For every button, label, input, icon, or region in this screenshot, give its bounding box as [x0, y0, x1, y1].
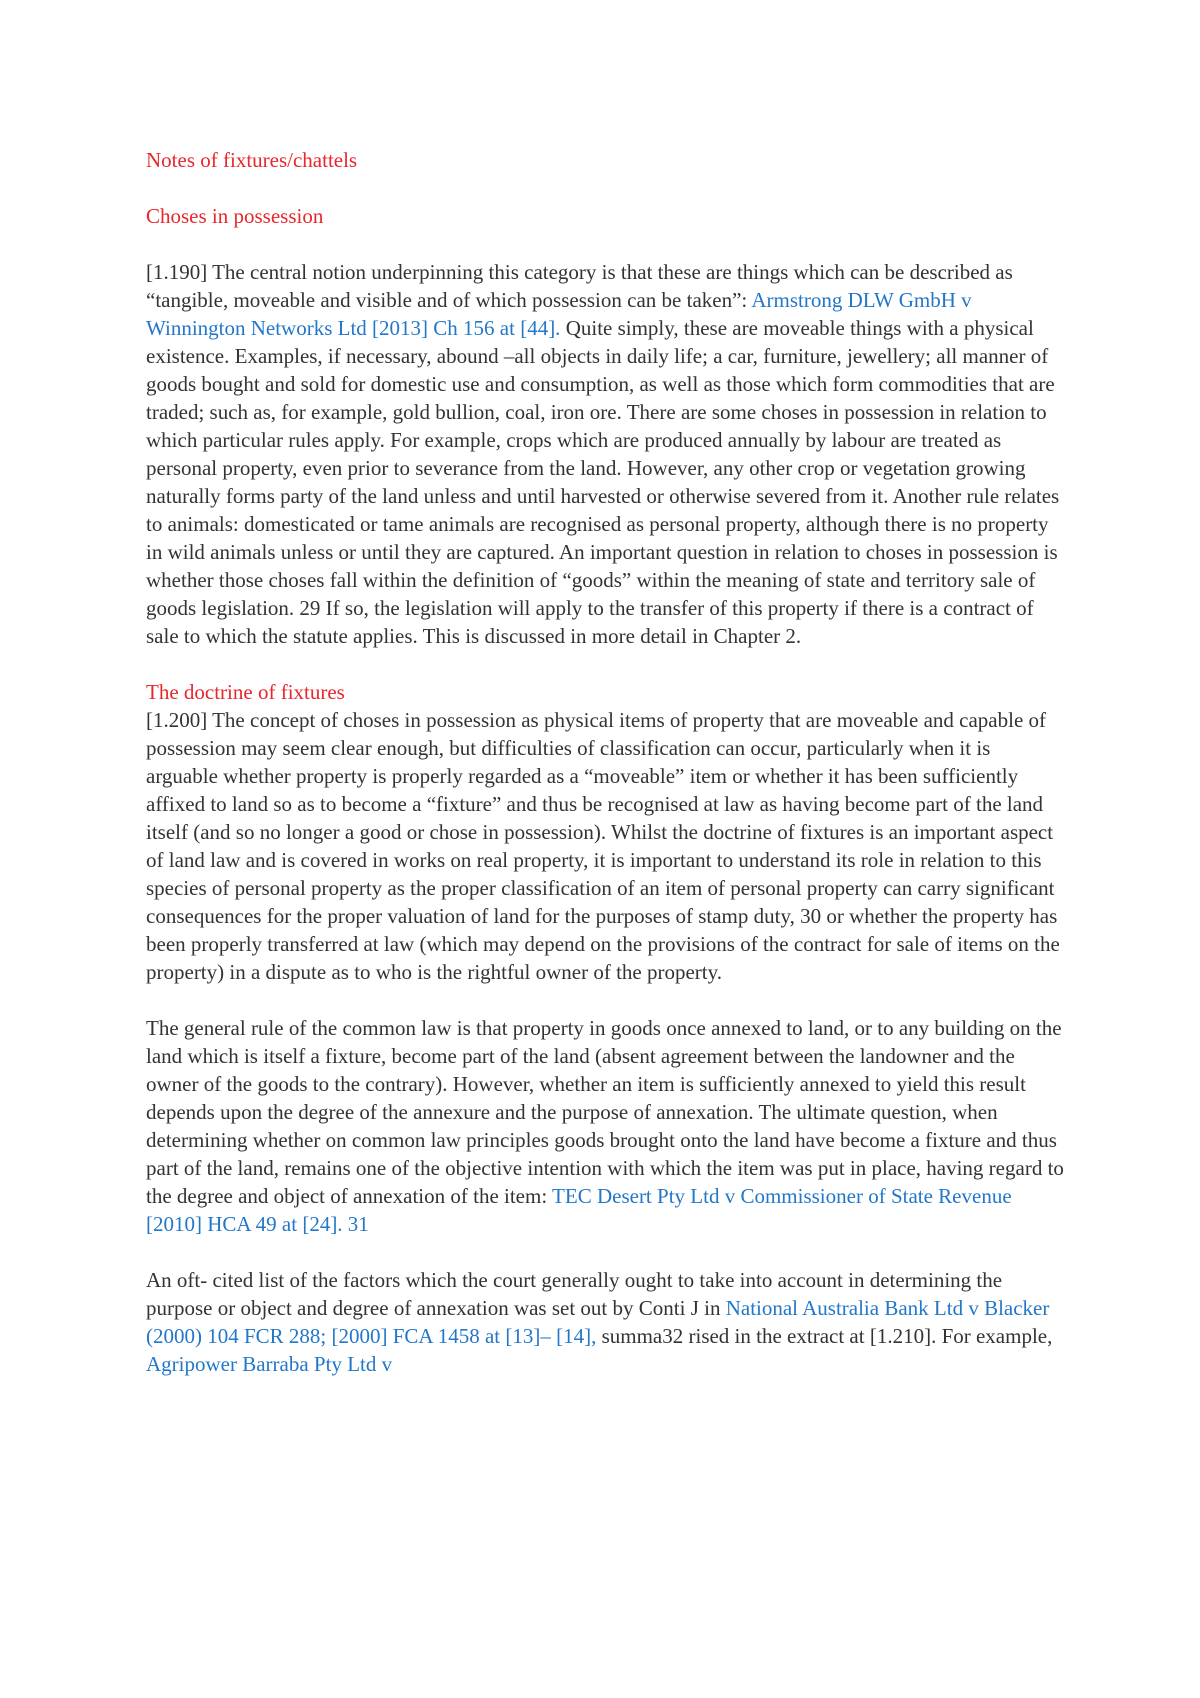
paragraph-text: The general rule of the common law is that property in goods once annexed to land, or to any building on the land which is itself a fixture, become part of the land (absent agreement between the landowner and the owner of the goods to the contrary). However, whether an item is sufficiently annexed to yield this result depends upon the degree of the annexure and the purpose of annexation. The ultimate question, when determining whether on common law principles goods brought onto the land have become a fixture and thus part of the land, remains one of the objective intention with which the item was put in place, having regard to the degree and object of annexation of the item: — [146, 1016, 1064, 1208]
case-link-nab-blacker[interactable]: National Australia Bank Ltd v Blacker (2000) 104 FCR 288; [2000] FCA 1458 at [13]– [14], — [146, 1296, 1050, 1348]
case-link-tec-desert[interactable]: TEC Desert Pty Ltd v Commissioner of State Revenue [2010] HCA 49 at [24]. 31 — [146, 1184, 1012, 1236]
paragraph-text: [1.190] The central notion underpinning this category is that these are things which can be described as “tangible, moveable and visible and of which possession can be taken”: — [146, 260, 1013, 312]
document-page — [146, 140, 1066, 1378]
paragraph-general-rule — [146, 1014, 1066, 1238]
case-link-armstrong[interactable]: Armstrong DLW GmbH v Winnington Networks Ltd [2013] Ch 156 at [44]. — [146, 288, 972, 340]
paragraph-text: An oft- cited list of the factors which the court generally ought to take into account in determining the purpose or object and degree of annexation was set out by Conti J in — [146, 1268, 1003, 1320]
paragraph-1-200: [1.200] The concept of choses in possession as physical items of property that are moveable and capable of possession may seem clear enough, but difficulties of classification can occur, particularly when it is arguable whether property is properly regarded as a “moveable” item or whether it has been sufficiently affixed to land so as to become a “fixture” and thus be recognised at law as having become part of the land itself (and so no longer a good or chose in possession). Whilst the doctrine of fixtures is an important aspect of land law and is covered in works on real property, it is important to understand its role in relation to this species of personal property as the proper classification of an item of personal property can carry significant consequences for the proper valuation of land for the purposes of stamp duty, 30 or whether the property has been properly transferred at law (which may depend on the provisions of the contract for sale of items on the property) in a dispute as to who is the rightful owner of the property. — [146, 708, 1060, 984]
document-title: Notes of fixtures/chattels — [146, 148, 358, 172]
section-heading-choses: Choses in possession — [146, 204, 324, 228]
paragraph-text: summa32 rised in the extract at [1.210]. For example, — [596, 1324, 1053, 1348]
case-link-agripower[interactable]: Agripower Barraba Pty Ltd v — [146, 1352, 393, 1376]
section-heading-doctrine: The doctrine of fixtures — [146, 680, 345, 704]
paragraph-1-190 — [146, 258, 1066, 650]
paragraph-factors — [146, 1266, 1066, 1378]
paragraph-text: Quite simply, these are moveable things with a physical existence. Examples, if necessary, abound –all objects in daily life; a car, furniture, jewellery; all manner of goods bought and sold for domestic use and consumption, as well as those which form commodities that are traded; such as, for example, gold bullion, coal, iron ore. There are some choses in possession in relation to which particular rules apply. For example, crops which are produced annually by labour are treated as personal property, even prior to severance from the land. However, any other crop or vegetation growing naturally forms party of the land unless and until harvested or otherwise severed from it. Another rule relates to animals: domesticated or tame animals are recognised as personal property, although there is no property in wild animals unless or until they are captured. An important question in relation to choses in possession is whether those choses fall within the definition of “goods” within the meaning of state and territory sale of goods legislation. 29 If so, the legislation will apply to the transfer of this property if there is a contract of sale to which the statute applies. This is discussed in more detail in Chapter 2. — [146, 316, 1060, 648]
